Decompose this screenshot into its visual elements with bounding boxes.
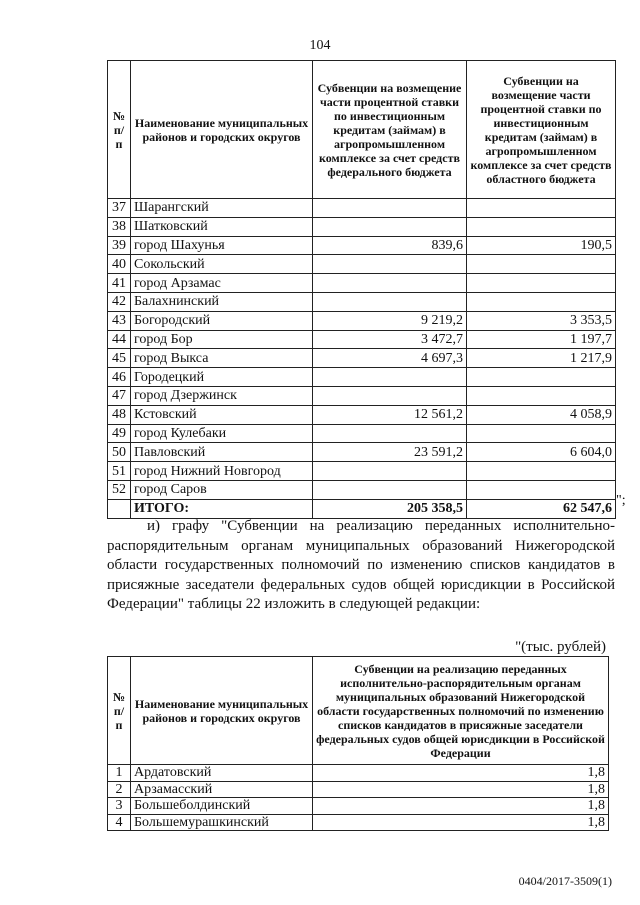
regional-value xyxy=(467,424,616,443)
federal-value xyxy=(313,462,467,481)
row-number: 48 xyxy=(108,405,131,424)
table-row xyxy=(108,330,616,349)
regional-value: 1 217,9 xyxy=(467,349,616,368)
page-number: 104 xyxy=(309,38,331,53)
federal-value xyxy=(313,217,467,236)
federal-value xyxy=(313,292,467,311)
row-number: 49 xyxy=(108,424,131,443)
header-name: Наименование муниципальных районов и городских округов xyxy=(131,657,313,765)
district-name: Кстовский xyxy=(131,405,313,424)
federal-value xyxy=(313,386,467,405)
regional-value: 6 604,0 xyxy=(467,443,616,462)
header-federal: Субвенции на возмещение части процентной ставки по инвестиционным кредитам (займам) в агропромышленном комплексе за счет средств федерального бюджета xyxy=(313,61,467,199)
table-row xyxy=(108,405,616,424)
district-name: Большемурашкинский xyxy=(131,814,313,831)
federal-value: 23 591,2 xyxy=(313,443,467,462)
row-number: 52 xyxy=(108,480,131,499)
district-name: Большеболдинский xyxy=(131,798,313,815)
regional-value xyxy=(467,255,616,274)
total-regional: 62 547,6 xyxy=(467,499,616,518)
table-row xyxy=(108,386,616,405)
table-row xyxy=(108,255,616,274)
header-num: № п/п xyxy=(108,657,131,765)
amendment-paragraph: и) графу "Субвенции на реализацию переданных исполнительно-распорядительным органам муниципальных образований Нижегородской области государственных полномочий по изменению списков кандидатов в присяжные заседатели федеральных судов общей юрисдикции в Российской Федерации" таблицы 22 изложить в следующей редакции: xyxy=(107,518,615,613)
district-name: город Шахунья xyxy=(131,236,313,255)
table-row xyxy=(108,480,616,499)
total-federal: 205 358,5 xyxy=(313,499,467,518)
header-name: Наименование муниципальных районов и городских округов xyxy=(131,61,313,199)
row-number: 40 xyxy=(108,255,131,274)
table-row xyxy=(108,443,616,462)
row-number: 1 xyxy=(108,765,131,782)
table-row xyxy=(108,781,609,798)
regional-value xyxy=(467,462,616,481)
row-number: 3 xyxy=(108,798,131,815)
table-row xyxy=(108,274,616,293)
table-row xyxy=(108,199,616,218)
total-row xyxy=(108,499,616,518)
regional-value xyxy=(467,368,616,387)
district-name: Городецкий xyxy=(131,368,313,387)
table-row xyxy=(108,798,609,815)
subsidy-value: 1,8 xyxy=(313,814,609,831)
district-name: Арзамасский xyxy=(131,781,313,798)
header-value: Субвенции на реализацию переданных исполнительно-распорядительным органам муниципальных образований Нижегородской области государственных полномочий по изменению списков кандидатов в присяжные заседатели федеральных судов общей юрисдикции в Российской Федерации xyxy=(313,657,609,765)
table-row xyxy=(108,236,616,255)
district-name: город Кулебаки xyxy=(131,424,313,443)
district-name: Балахнинский xyxy=(131,292,313,311)
district-name: город Нижний Новгород xyxy=(131,462,313,481)
federal-value: 4 697,3 xyxy=(313,349,467,368)
table-row xyxy=(108,217,616,236)
regional-value: 190,5 xyxy=(467,236,616,255)
regional-value xyxy=(467,386,616,405)
table-row xyxy=(108,311,616,330)
table-row xyxy=(108,292,616,311)
document-code: 0404/2017-3509(1) xyxy=(518,874,612,888)
regional-value: 1 197,7 xyxy=(467,330,616,349)
row-number: 37 xyxy=(108,199,131,218)
district-name: город Арзамас xyxy=(131,274,313,293)
regional-value xyxy=(467,217,616,236)
row-number: 2 xyxy=(108,781,131,798)
regional-value xyxy=(467,292,616,311)
row-number: 42 xyxy=(108,292,131,311)
federal-value xyxy=(313,274,467,293)
regional-value xyxy=(467,480,616,499)
subsidy-value: 1,8 xyxy=(313,765,609,782)
row-number: 39 xyxy=(108,236,131,255)
district-name: город Выкса xyxy=(131,349,313,368)
header-regional: Субвенции на возмещение части процентной ставки по инвестиционным кредитам (займам) в агропромышленном комплексе за счет средств областного бюджета xyxy=(467,61,616,199)
district-name: Сокольский xyxy=(131,255,313,274)
row-number: 45 xyxy=(108,349,131,368)
federal-value xyxy=(313,368,467,387)
units-label: "(тыс. рублей) xyxy=(515,639,606,655)
table-row xyxy=(108,424,616,443)
district-name: город Бор xyxy=(131,330,313,349)
row-number: 51 xyxy=(108,462,131,481)
row-number: 50 xyxy=(108,443,131,462)
table-row xyxy=(108,349,616,368)
total-empty-cell xyxy=(108,499,131,518)
subsidy-table-jurors xyxy=(107,656,609,831)
closing-quote: "; xyxy=(616,493,626,508)
district-name: Павловский xyxy=(131,443,313,462)
federal-value: 839,6 xyxy=(313,236,467,255)
subsidy-table-interest xyxy=(107,60,616,519)
table-row xyxy=(108,368,616,387)
row-number: 44 xyxy=(108,330,131,349)
federal-value xyxy=(313,199,467,218)
regional-value xyxy=(467,274,616,293)
district-name: Шарангский xyxy=(131,199,313,218)
total-label: ИТОГО: xyxy=(131,499,313,518)
district-name: Ардатовский xyxy=(131,765,313,782)
district-name: город Дзержинск xyxy=(131,386,313,405)
federal-value xyxy=(313,255,467,274)
district-name: город Саров xyxy=(131,480,313,499)
subsidy-value: 1,8 xyxy=(313,781,609,798)
district-name: Богородский xyxy=(131,311,313,330)
row-number: 43 xyxy=(108,311,131,330)
table-row xyxy=(108,462,616,481)
federal-value: 3 472,7 xyxy=(313,330,467,349)
row-number: 38 xyxy=(108,217,131,236)
federal-value: 12 561,2 xyxy=(313,405,467,424)
federal-value: 9 219,2 xyxy=(313,311,467,330)
row-number: 4 xyxy=(108,814,131,831)
subsidy-value: 1,8 xyxy=(313,798,609,815)
federal-value xyxy=(313,480,467,499)
table-row xyxy=(108,814,609,831)
header-num: № п/п xyxy=(108,61,131,199)
regional-value: 4 058,9 xyxy=(467,405,616,424)
row-number: 41 xyxy=(108,274,131,293)
row-number: 47 xyxy=(108,386,131,405)
row-number: 46 xyxy=(108,368,131,387)
district-name: Шатковский xyxy=(131,217,313,236)
federal-value xyxy=(313,424,467,443)
table-row xyxy=(108,765,609,782)
regional-value: 3 353,5 xyxy=(467,311,616,330)
regional-value xyxy=(467,199,616,218)
